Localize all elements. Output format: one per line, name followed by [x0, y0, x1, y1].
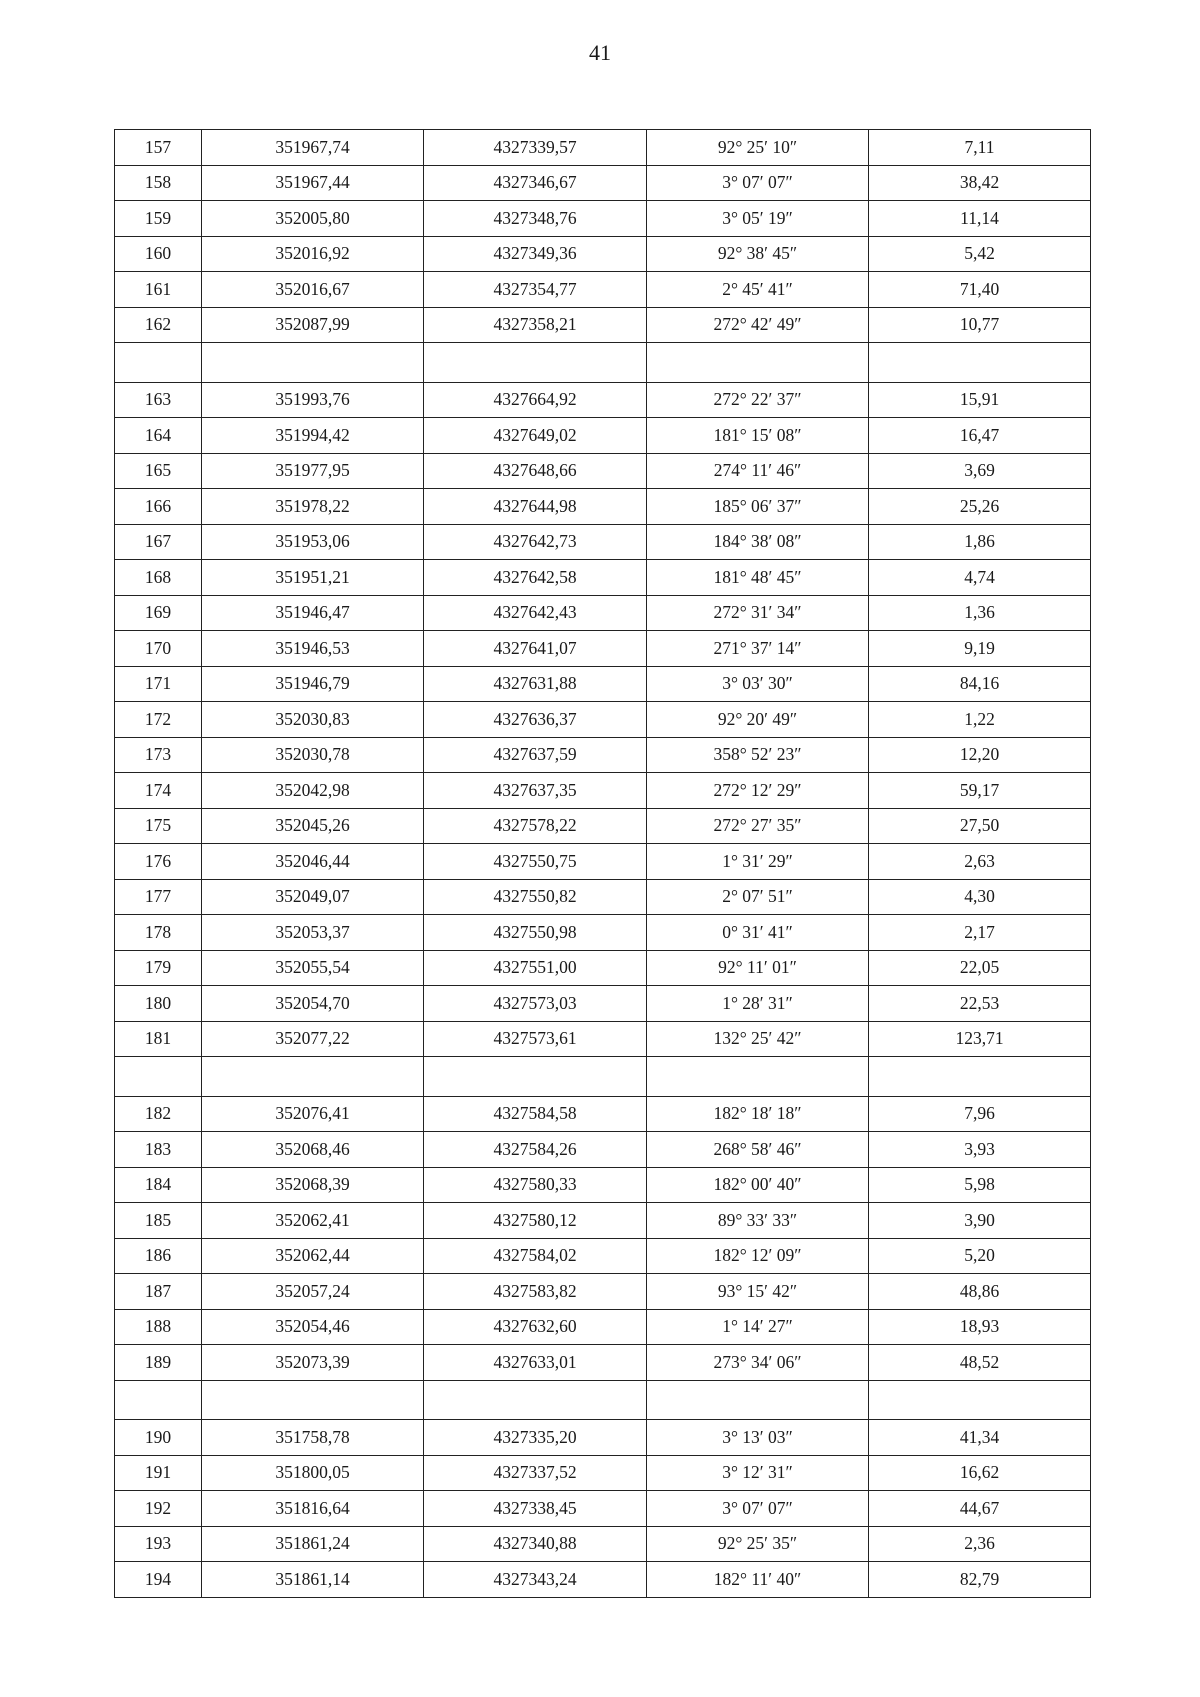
x-coordinate-cell: 351993,76 — [202, 382, 424, 418]
distance-cell: 2,17 — [869, 915, 1091, 951]
distance-cell: 84,16 — [869, 666, 1091, 702]
x-coordinate-cell: 352053,37 — [202, 915, 424, 951]
x-coordinate-cell: 351946,79 — [202, 666, 424, 702]
distance-cell: 4,74 — [869, 560, 1091, 596]
distance-cell: 48,86 — [869, 1274, 1091, 1310]
table-row — [115, 1096, 1091, 1132]
table-row — [115, 489, 1091, 525]
bearing-cell: 2° 45′ 41″ — [647, 272, 869, 308]
table-row — [115, 272, 1091, 308]
distance-cell: 11,14 — [869, 201, 1091, 237]
coordinates-table — [114, 129, 1091, 1598]
point-number-cell: 179 — [115, 950, 202, 986]
distance-cell: 59,17 — [869, 773, 1091, 809]
table-row — [115, 631, 1091, 667]
y-coordinate-cell: 4327580,33 — [424, 1167, 647, 1203]
x-coordinate-cell: 351816,64 — [202, 1491, 424, 1527]
table-row — [115, 130, 1091, 166]
bearing-cell: 184° 38′ 08″ — [647, 524, 869, 560]
y-coordinate-cell: 4327584,58 — [424, 1096, 647, 1132]
y-coordinate-cell: 4327337,52 — [424, 1455, 647, 1491]
y-coordinate-cell: 4327641,07 — [424, 631, 647, 667]
empty-cell — [115, 343, 202, 383]
y-coordinate-cell: 4327584,02 — [424, 1238, 647, 1274]
x-coordinate-cell: 351967,74 — [202, 130, 424, 166]
y-coordinate-cell: 4327578,22 — [424, 808, 647, 844]
x-coordinate-cell: 352062,44 — [202, 1238, 424, 1274]
x-coordinate-cell: 352055,54 — [202, 950, 424, 986]
distance-cell: 15,91 — [869, 382, 1091, 418]
point-number-cell: 193 — [115, 1526, 202, 1562]
table-row — [115, 201, 1091, 237]
y-coordinate-cell: 4327573,03 — [424, 986, 647, 1022]
distance-cell: 71,40 — [869, 272, 1091, 308]
x-coordinate-cell: 352045,26 — [202, 808, 424, 844]
bearing-cell: 3° 05′ 19″ — [647, 201, 869, 237]
distance-cell: 5,98 — [869, 1167, 1091, 1203]
table-row — [115, 666, 1091, 702]
table-row — [115, 453, 1091, 489]
x-coordinate-cell: 352030,83 — [202, 702, 424, 738]
distance-cell: 12,20 — [869, 737, 1091, 773]
x-coordinate-cell: 351946,47 — [202, 595, 424, 631]
y-coordinate-cell: 4327573,61 — [424, 1021, 647, 1057]
bearing-cell: 3° 12′ 31″ — [647, 1455, 869, 1491]
y-coordinate-cell: 4327550,98 — [424, 915, 647, 951]
distance-cell: 18,93 — [869, 1309, 1091, 1345]
table-row — [115, 1345, 1091, 1381]
coordinates-table-body — [115, 130, 1091, 1598]
bearing-cell: 181° 15′ 08″ — [647, 418, 869, 454]
table-row — [115, 560, 1091, 596]
x-coordinate-cell: 351977,95 — [202, 453, 424, 489]
table-row — [115, 1238, 1091, 1274]
bearing-cell: 273° 34′ 06″ — [647, 1345, 869, 1381]
empty-cell — [647, 1380, 869, 1420]
y-coordinate-cell: 4327631,88 — [424, 666, 647, 702]
table-row — [115, 236, 1091, 272]
point-number-cell: 176 — [115, 844, 202, 880]
x-coordinate-cell: 352068,39 — [202, 1167, 424, 1203]
table-row — [115, 950, 1091, 986]
point-number-cell: 184 — [115, 1167, 202, 1203]
bearing-cell: 3° 07′ 07″ — [647, 1491, 869, 1527]
bearing-cell: 132° 25′ 42″ — [647, 1021, 869, 1057]
empty-cell — [202, 1057, 424, 1097]
bearing-cell: 182° 11′ 40″ — [647, 1562, 869, 1598]
table-row — [115, 1309, 1091, 1345]
table-row — [115, 1132, 1091, 1168]
point-number-cell: 185 — [115, 1203, 202, 1239]
bearing-cell: 272° 12′ 29″ — [647, 773, 869, 809]
y-coordinate-cell: 4327583,82 — [424, 1274, 647, 1310]
bearing-cell: 1° 31′ 29″ — [647, 844, 869, 880]
y-coordinate-cell: 4327550,75 — [424, 844, 647, 880]
empty-cell — [202, 343, 424, 383]
distance-cell: 27,50 — [869, 808, 1091, 844]
y-coordinate-cell: 4327637,59 — [424, 737, 647, 773]
table-row — [115, 1491, 1091, 1527]
x-coordinate-cell: 351946,53 — [202, 631, 424, 667]
point-number-cell: 186 — [115, 1238, 202, 1274]
distance-cell: 123,71 — [869, 1021, 1091, 1057]
point-number-cell: 182 — [115, 1096, 202, 1132]
point-number-cell: 158 — [115, 165, 202, 201]
point-number-cell: 175 — [115, 808, 202, 844]
table-row — [115, 844, 1091, 880]
y-coordinate-cell: 4327644,98 — [424, 489, 647, 525]
x-coordinate-cell: 351800,05 — [202, 1455, 424, 1491]
distance-cell: 2,63 — [869, 844, 1091, 880]
distance-cell: 44,67 — [869, 1491, 1091, 1527]
point-number-cell: 163 — [115, 382, 202, 418]
y-coordinate-cell: 4327551,00 — [424, 950, 647, 986]
bearing-cell: 182° 12′ 09″ — [647, 1238, 869, 1274]
point-number-cell: 172 — [115, 702, 202, 738]
y-coordinate-cell: 4327584,26 — [424, 1132, 647, 1168]
y-coordinate-cell: 4327664,92 — [424, 382, 647, 418]
x-coordinate-cell: 352030,78 — [202, 737, 424, 773]
x-coordinate-cell: 352057,24 — [202, 1274, 424, 1310]
bearing-cell: 272° 42′ 49″ — [647, 307, 869, 343]
bearing-cell: 181° 48′ 45″ — [647, 560, 869, 596]
distance-cell: 5,42 — [869, 236, 1091, 272]
table-row — [115, 1526, 1091, 1562]
empty-cell — [869, 343, 1091, 383]
y-coordinate-cell: 4327648,66 — [424, 453, 647, 489]
table-row — [115, 1562, 1091, 1598]
point-number-cell: 165 — [115, 453, 202, 489]
bearing-cell: 274° 11′ 46″ — [647, 453, 869, 489]
y-coordinate-cell: 4327580,12 — [424, 1203, 647, 1239]
point-number-cell: 159 — [115, 201, 202, 237]
point-number-cell: 181 — [115, 1021, 202, 1057]
x-coordinate-cell: 351978,22 — [202, 489, 424, 525]
bearing-cell: 268° 58′ 46″ — [647, 1132, 869, 1168]
point-number-cell: 164 — [115, 418, 202, 454]
table-row — [115, 1167, 1091, 1203]
group-separator-row — [115, 1057, 1091, 1097]
empty-cell — [424, 343, 647, 383]
bearing-cell: 3° 03′ 30″ — [647, 666, 869, 702]
x-coordinate-cell: 351758,78 — [202, 1420, 424, 1456]
bearing-cell: 185° 06′ 37″ — [647, 489, 869, 525]
x-coordinate-cell: 351953,06 — [202, 524, 424, 560]
y-coordinate-cell: 4327343,24 — [424, 1562, 647, 1598]
bearing-cell: 92° 25′ 10″ — [647, 130, 869, 166]
y-coordinate-cell: 4327346,67 — [424, 165, 647, 201]
table-row — [115, 1203, 1091, 1239]
y-coordinate-cell: 4327642,58 — [424, 560, 647, 596]
distance-cell: 3,93 — [869, 1132, 1091, 1168]
bearing-cell: 272° 22′ 37″ — [647, 382, 869, 418]
table-row — [115, 1455, 1091, 1491]
table-row — [115, 915, 1091, 951]
distance-cell: 25,26 — [869, 489, 1091, 525]
bearing-cell: 358° 52′ 23″ — [647, 737, 869, 773]
y-coordinate-cell: 4327637,35 — [424, 773, 647, 809]
table-row — [115, 382, 1091, 418]
table-row — [115, 702, 1091, 738]
y-coordinate-cell: 4327335,20 — [424, 1420, 647, 1456]
bearing-cell: 89° 33′ 33″ — [647, 1203, 869, 1239]
y-coordinate-cell: 4327338,45 — [424, 1491, 647, 1527]
x-coordinate-cell: 351861,24 — [202, 1526, 424, 1562]
bearing-cell: 92° 11′ 01″ — [647, 950, 869, 986]
empty-cell — [869, 1057, 1091, 1097]
point-number-cell: 178 — [115, 915, 202, 951]
y-coordinate-cell: 4327339,57 — [424, 130, 647, 166]
bearing-cell: 92° 25′ 35″ — [647, 1526, 869, 1562]
x-coordinate-cell: 352049,07 — [202, 879, 424, 915]
table-row — [115, 307, 1091, 343]
bearing-cell: 92° 38′ 45″ — [647, 236, 869, 272]
empty-cell — [202, 1380, 424, 1420]
point-number-cell: 166 — [115, 489, 202, 525]
y-coordinate-cell: 4327550,82 — [424, 879, 647, 915]
point-number-cell: 168 — [115, 560, 202, 596]
x-coordinate-cell: 352087,99 — [202, 307, 424, 343]
y-coordinate-cell: 4327349,36 — [424, 236, 647, 272]
y-coordinate-cell: 4327354,77 — [424, 272, 647, 308]
y-coordinate-cell: 4327348,76 — [424, 201, 647, 237]
point-number-cell: 174 — [115, 773, 202, 809]
table-row — [115, 879, 1091, 915]
bearing-cell: 272° 27′ 35″ — [647, 808, 869, 844]
x-coordinate-cell: 351951,21 — [202, 560, 424, 596]
point-number-cell: 160 — [115, 236, 202, 272]
point-number-cell: 189 — [115, 1345, 202, 1381]
distance-cell: 82,79 — [869, 1562, 1091, 1598]
table-row — [115, 773, 1091, 809]
distance-cell: 16,47 — [869, 418, 1091, 454]
bearing-cell: 1° 14′ 27″ — [647, 1309, 869, 1345]
distance-cell: 5,20 — [869, 1238, 1091, 1274]
point-number-cell: 187 — [115, 1274, 202, 1310]
point-number-cell: 192 — [115, 1491, 202, 1527]
table-row — [115, 986, 1091, 1022]
point-number-cell: 173 — [115, 737, 202, 773]
table-row — [115, 595, 1091, 631]
empty-cell — [869, 1380, 1091, 1420]
bearing-cell: 1° 28′ 31″ — [647, 986, 869, 1022]
x-coordinate-cell: 352073,39 — [202, 1345, 424, 1381]
distance-cell: 22,05 — [869, 950, 1091, 986]
empty-cell — [115, 1057, 202, 1097]
point-number-cell: 177 — [115, 879, 202, 915]
x-coordinate-cell: 351994,42 — [202, 418, 424, 454]
empty-cell — [647, 1057, 869, 1097]
x-coordinate-cell: 352076,41 — [202, 1096, 424, 1132]
point-number-cell: 188 — [115, 1309, 202, 1345]
point-number-cell: 161 — [115, 272, 202, 308]
distance-cell: 9,19 — [869, 631, 1091, 667]
point-number-cell: 162 — [115, 307, 202, 343]
distance-cell: 1,86 — [869, 524, 1091, 560]
point-number-cell: 183 — [115, 1132, 202, 1168]
point-number-cell: 171 — [115, 666, 202, 702]
y-coordinate-cell: 4327632,60 — [424, 1309, 647, 1345]
table-row — [115, 737, 1091, 773]
y-coordinate-cell: 4327636,37 — [424, 702, 647, 738]
bearing-cell: 93° 15′ 42″ — [647, 1274, 869, 1310]
table-row — [115, 1274, 1091, 1310]
y-coordinate-cell: 4327642,43 — [424, 595, 647, 631]
y-coordinate-cell: 4327358,21 — [424, 307, 647, 343]
y-coordinate-cell: 4327649,02 — [424, 418, 647, 454]
distance-cell: 41,34 — [869, 1420, 1091, 1456]
point-number-cell: 191 — [115, 1455, 202, 1491]
distance-cell: 7,11 — [869, 130, 1091, 166]
point-number-cell: 190 — [115, 1420, 202, 1456]
point-number-cell: 167 — [115, 524, 202, 560]
table-row — [115, 808, 1091, 844]
x-coordinate-cell: 352062,41 — [202, 1203, 424, 1239]
empty-cell — [115, 1380, 202, 1420]
point-number-cell: 194 — [115, 1562, 202, 1598]
distance-cell: 7,96 — [869, 1096, 1091, 1132]
point-number-cell: 180 — [115, 986, 202, 1022]
distance-cell: 3,69 — [869, 453, 1091, 489]
distance-cell: 38,42 — [869, 165, 1091, 201]
bearing-cell: 182° 00′ 40″ — [647, 1167, 869, 1203]
page-number: 41 — [589, 40, 611, 65]
y-coordinate-cell: 4327340,88 — [424, 1526, 647, 1562]
table-row — [115, 1021, 1091, 1057]
distance-cell: 4,30 — [869, 879, 1091, 915]
x-coordinate-cell: 351861,14 — [202, 1562, 424, 1598]
empty-cell — [424, 1380, 647, 1420]
bearing-cell: 0° 31′ 41″ — [647, 915, 869, 951]
x-coordinate-cell: 351967,44 — [202, 165, 424, 201]
table-row — [115, 418, 1091, 454]
y-coordinate-cell: 4327633,01 — [424, 1345, 647, 1381]
bearing-cell: 3° 13′ 03″ — [647, 1420, 869, 1456]
x-coordinate-cell: 352016,92 — [202, 236, 424, 272]
table-row — [115, 165, 1091, 201]
x-coordinate-cell: 352077,22 — [202, 1021, 424, 1057]
distance-cell: 2,36 — [869, 1526, 1091, 1562]
y-coordinate-cell: 4327642,73 — [424, 524, 647, 560]
bearing-cell: 272° 31′ 34″ — [647, 595, 869, 631]
distance-cell: 1,22 — [869, 702, 1091, 738]
table-row — [115, 524, 1091, 560]
group-separator-row — [115, 1380, 1091, 1420]
x-coordinate-cell: 352054,70 — [202, 986, 424, 1022]
bearing-cell: 271° 37′ 14″ — [647, 631, 869, 667]
point-number-cell: 157 — [115, 130, 202, 166]
distance-cell: 48,52 — [869, 1345, 1091, 1381]
x-coordinate-cell: 352042,98 — [202, 773, 424, 809]
distance-cell: 10,77 — [869, 307, 1091, 343]
bearing-cell: 2° 07′ 51″ — [647, 879, 869, 915]
distance-cell: 16,62 — [869, 1455, 1091, 1491]
table-row — [115, 1420, 1091, 1456]
distance-cell: 1,36 — [869, 595, 1091, 631]
distance-cell: 22,53 — [869, 986, 1091, 1022]
distance-cell: 3,90 — [869, 1203, 1091, 1239]
bearing-cell: 3° 07′ 07″ — [647, 165, 869, 201]
empty-cell — [647, 343, 869, 383]
x-coordinate-cell: 352005,80 — [202, 201, 424, 237]
point-number-cell: 169 — [115, 595, 202, 631]
group-separator-row — [115, 343, 1091, 383]
bearing-cell: 182° 18′ 18″ — [647, 1096, 869, 1132]
x-coordinate-cell: 352016,67 — [202, 272, 424, 308]
bearing-cell: 92° 20′ 49″ — [647, 702, 869, 738]
point-number-cell: 170 — [115, 631, 202, 667]
x-coordinate-cell: 352054,46 — [202, 1309, 424, 1345]
x-coordinate-cell: 352046,44 — [202, 844, 424, 880]
x-coordinate-cell: 352068,46 — [202, 1132, 424, 1168]
empty-cell — [424, 1057, 647, 1097]
